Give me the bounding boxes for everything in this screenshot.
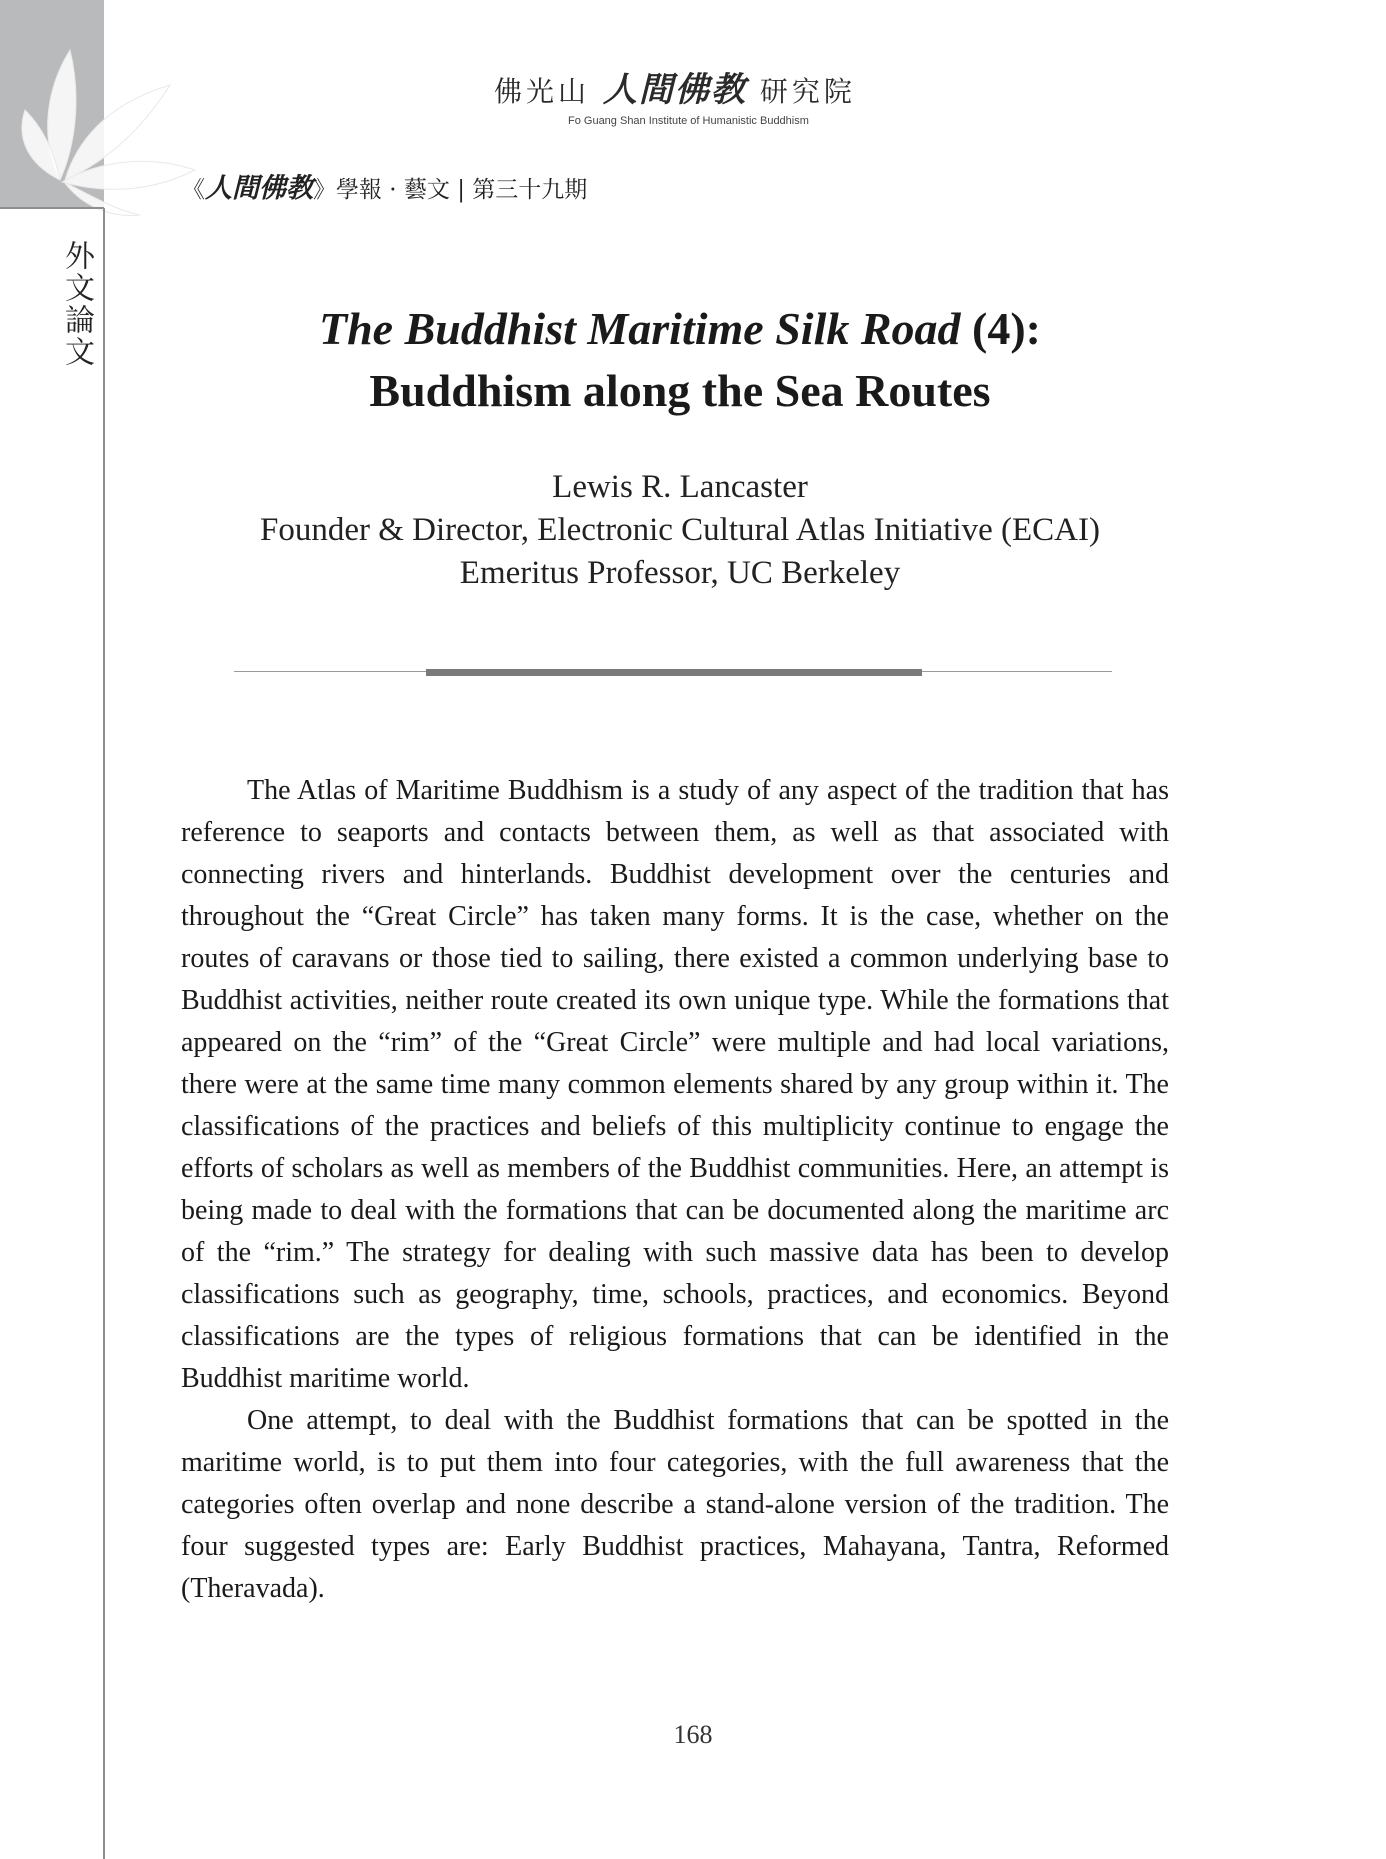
author-affiliation-2: Emeritus Professor, UC Berkeley <box>459 555 901 591</box>
page-number: 168 <box>673 1720 713 1749</box>
author-affiliation-1: Founder & Director, Electronic Cultural Atlas Initiative (ECAI) <box>260 512 1100 548</box>
author-block <box>180 466 1180 595</box>
institute-brand: 人間佛教 <box>602 70 747 110</box>
institute-prefix: 佛光山 <box>494 75 591 108</box>
institute-suffix: 研究院 <box>759 75 856 108</box>
article-body <box>181 770 1169 1610</box>
journal-issue: 》學報 · 藝文 | 第三十九期 <box>313 177 588 203</box>
section-label: 外文論文 <box>59 240 94 368</box>
journal-line <box>182 166 587 205</box>
title-number: (4): <box>960 303 1042 354</box>
title-line-1 <box>200 298 1160 360</box>
journal-open-bracket: 《 <box>182 177 205 203</box>
author-name: Lewis R. Lancaster <box>552 469 808 505</box>
side-rule-horizontal <box>0 207 104 209</box>
title-line-2: Buddhism along the Sea Routes <box>369 365 991 416</box>
side-rule-vertical <box>103 208 105 1859</box>
journal-brand: 人間佛教 <box>205 173 313 204</box>
separator-thick <box>426 669 922 676</box>
institute-header <box>494 62 894 127</box>
paragraph-1: The Atlas of Maritime Buddhism is a study of any aspect of the tradition that has reference to seaports and contacts between them, as well as that associated with connecting rivers and hinterlands. Buddhist development over the centuries and throughout the “Great Circle” has taken many forms. It is the case, whether on the routes of caravans or those tied to sailing, there existed a common underlying base to Buddhist activities, neither route created its own unique type. While the formations that appeared on the “rim” of the “Great Circle” were multiple and had local variations, there were at the same time many common elements shared by any group within it. The classifications of the practices and beliefs of this multiplicity continue to engage the efforts of scholars as well as members of the Buddhist communities. Here, an attempt is being made to deal with the formations that can be documented along the maritime arc of the “rim.” The strategy for dealing with such massive data has been to develop classifications such as geography, time, schools, practices, and economics. Beyond classifications are the types of religious formations that can be identified in the Buddhist maritime world. <box>181 775 1169 1394</box>
title-italic: The Buddhist Maritime Silk Road <box>318 303 961 354</box>
article-title <box>200 298 1160 422</box>
institute-name-cn <box>494 62 894 111</box>
institute-name-en: Fo Guang Shan Institute of Humanistic Buddhism <box>568 115 809 127</box>
paragraph-2: One attempt, to deal with the Buddhist formations that can be spotted in the maritime world, is to put them into four categories, with the full awareness that the categories often overlap and none describe a stand-alone version of the tradition. The four suggested types are: Early Buddhist practices, Mahayana, Tantra, Reformed (Theravada). <box>181 1405 1169 1604</box>
